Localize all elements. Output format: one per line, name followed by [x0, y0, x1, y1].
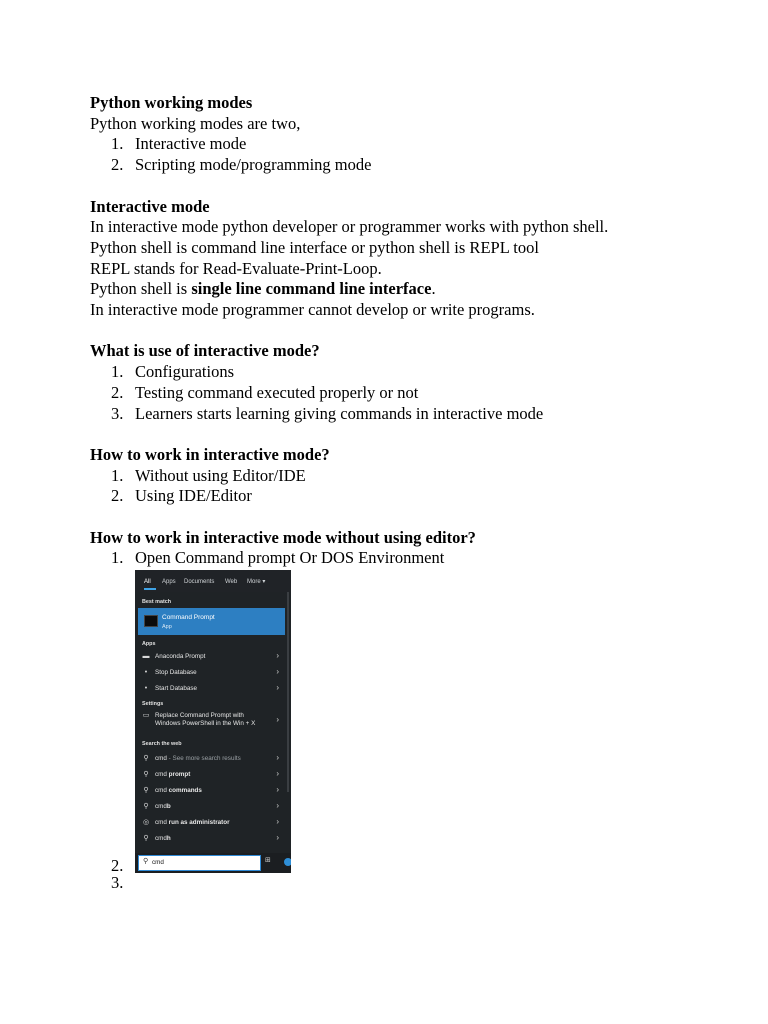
how-list — [90, 466, 730, 507]
web-result: ⚲ cmd - See more search results › — [143, 753, 279, 763]
scrollbar — [287, 592, 289, 792]
chevron-right-icon: › — [276, 753, 279, 763]
web-result: ⚲ cmdb › — [143, 801, 279, 811]
tab-all: All — [144, 579, 151, 586]
tab-apps: Apps — [162, 579, 176, 586]
best-match-subtitle: App — [162, 624, 172, 631]
globe-icon: ◎ — [142, 819, 150, 827]
chevron-right-icon: › — [276, 715, 279, 725]
heading-without-editor: How to work in interactive mode without using editor? — [90, 527, 476, 547]
list-item: 1. Configurations — [111, 362, 234, 382]
chevron-right-icon: › — [276, 651, 279, 661]
paragraph-line: Python shell is single line command line interface. — [90, 279, 436, 299]
chevron-right-icon: › — [276, 817, 279, 827]
list-item: 2. Testing command executed properly or not — [111, 382, 419, 402]
paragraph-line: In interactive mode programmer cannot develop or write programs. — [90, 300, 535, 320]
heading-working-modes: Python working modes — [90, 93, 253, 112]
chevron-right-icon: › — [276, 801, 279, 811]
heading-use-of-interactive: What is use of interactive mode? — [90, 341, 320, 361]
list-item-with-screenshot: 2. All Apps Documents Web More ▾ Best match Command Prompt App Apps ▬ Anaconda Prompt › • Stop Database › • Start Database › Settings ▭ Replace Command Prompt with Windows PowerShell in the Win + X › Search the web ⚲ cmd - See more search results › ⚲ cmd prompt › ⚲ cmd commands › ⚲ cmdb › ◎ cmd run as administrator › ⚲ cmdh › ⚲ cmd ⊞ — [90, 570, 730, 873]
chevron-right-icon: › — [276, 769, 279, 779]
chevron-right-icon: › — [276, 683, 279, 693]
list-item: 1. Open Command prompt Or DOS Environment — [111, 548, 445, 568]
web-result: ◎ cmd run as administrator › — [142, 817, 279, 827]
search-icon: ⚲ — [143, 858, 149, 866]
list-item: 1. Without using Editor/IDE — [111, 465, 306, 485]
apps-label: Apps — [142, 641, 156, 648]
paragraph-line: Python shell is command line interface or python shell is REPL tool — [90, 237, 539, 257]
best-match-title: Command Prompt — [162, 614, 215, 622]
setting-result: ▭ Replace Command Prompt with Windows PowerShell in the Win + X › — [142, 712, 279, 728]
grid-icon: ⊞ — [265, 857, 271, 865]
app-result: • Start Database › — [138, 682, 285, 696]
search-web-label: Search the web — [142, 741, 182, 748]
app-result: ▬ Anaconda Prompt › — [142, 651, 279, 661]
copilot-icon — [284, 858, 291, 866]
search-icon: ⚲ — [143, 835, 149, 843]
web-result: ⚲ cmd prompt › — [143, 769, 279, 779]
tab-web: Web — [225, 579, 238, 586]
app-icon: • — [144, 669, 148, 677]
web-result: ⚲ cmd commands › — [143, 785, 279, 795]
search-icon: ⚲ — [143, 803, 149, 811]
windows-search-screenshot — [135, 570, 291, 873]
working-modes-intro: Python working modes are two, — [90, 113, 301, 133]
command-prompt-icon — [144, 615, 158, 627]
without-editor-list: 1. Open Command prompt Or DOS Environment 2. All Apps Documents Web More ▾ Best match Command Prompt App Apps ▬ Anaconda Prompt › • Stop Database › • Start Database › Settings ▭ Replace Command Prompt with Windows PowerShell in the Win + X › Search the web ⚲ cmd - See more search results › ⚲ cmd prompt › ⚲ cmd commands › ⚲ cmdb › ◎ cmd run as administrator › ⚲ cmdh › ⚲ cmd ⊞ 3. — [90, 548, 730, 873]
tab-documents: Documents — [184, 579, 215, 586]
paragraph-line: In interactive mode python developer or programmer works with python shell. — [90, 217, 609, 237]
chevron-right-icon: › — [276, 833, 279, 843]
app-result: • Stop Database › — [138, 666, 285, 680]
list-item: 2. Scripting mode/programming mode — [111, 155, 372, 175]
heading-how-to-work: How to work in interactive mode? — [90, 444, 330, 464]
search-query: cmd — [152, 859, 164, 867]
search-icon: ⚲ — [143, 787, 149, 795]
settings-label: Settings — [142, 701, 164, 708]
search-tabs — [135, 570, 291, 592]
use-list — [90, 362, 730, 424]
document-page — [90, 93, 730, 893]
list-item: 1. Interactive mode — [111, 134, 247, 154]
search-icon: ⚲ — [143, 771, 149, 779]
working-modes-list — [90, 134, 730, 175]
paragraph-line: REPL stands for Read-Evaluate-Print-Loop. — [90, 258, 382, 278]
tab-more: More ▾ — [247, 579, 266, 586]
web-result: ⚲ cmdh › — [143, 833, 279, 843]
app-icon: • — [144, 685, 148, 693]
search-input — [138, 855, 261, 871]
chevron-right-icon: › — [276, 785, 279, 795]
search-icon: ⚲ — [143, 755, 149, 763]
chevron-right-icon: › — [276, 667, 279, 677]
app-icon: ▬ — [142, 653, 150, 661]
list-item: 2. Using IDE/Editor — [111, 486, 252, 506]
settings-icon: ▭ — [142, 712, 150, 720]
best-match-label: Best match — [142, 599, 172, 606]
active-tab-underline — [144, 588, 156, 590]
list-item: 3. Learners starts learning giving commands in interactive mode — [111, 403, 544, 423]
search-bar — [135, 853, 291, 873]
best-match-result — [138, 608, 285, 635]
heading-interactive-mode: Interactive mode — [90, 196, 210, 216]
